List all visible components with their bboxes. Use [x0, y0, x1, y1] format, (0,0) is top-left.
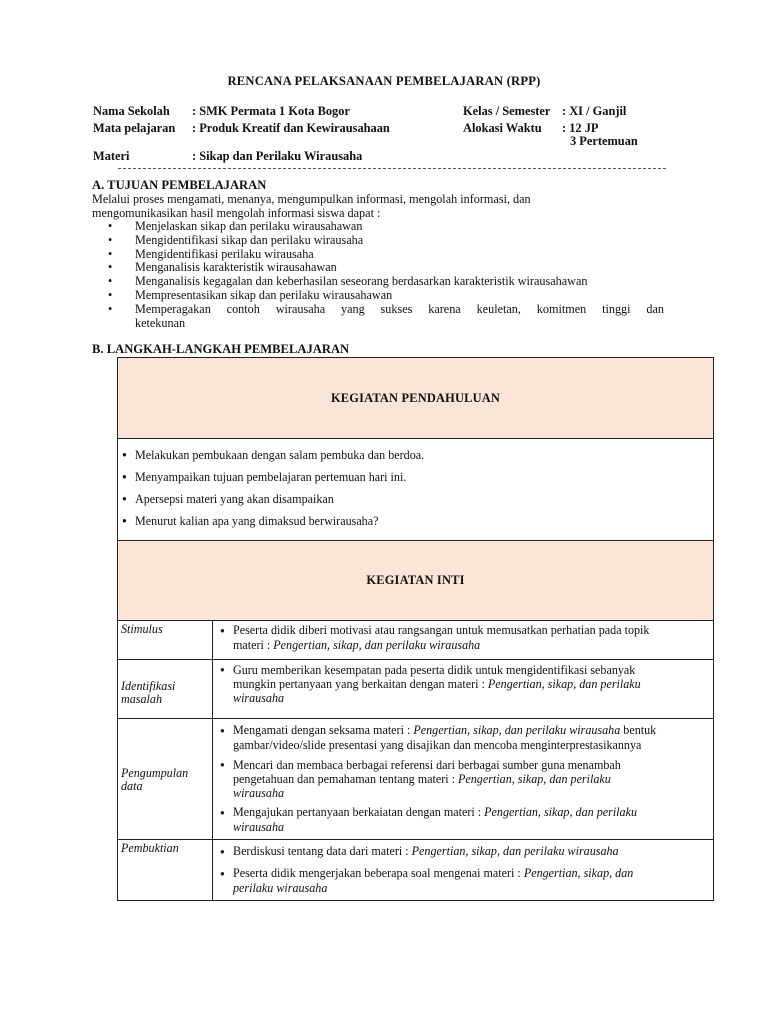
data-collection-text-3: gambar/video/slide presentasi yang disajikan dan mencoba menginterprestasikannya: [233, 738, 642, 752]
data-collection-text-4: Mencari dan membaca berbagai referensi dari berbagai sumber guna menambah: [233, 758, 621, 772]
meetings-value: 3 Pertemuan: [570, 134, 638, 148]
objective-continuation: ketekunan: [135, 316, 186, 330]
material-value: : Sikap dan Perilaku Wirausaha: [192, 149, 363, 163]
verification-list: [216, 844, 707, 896]
stimulus-list: [216, 623, 707, 653]
table-row: [118, 719, 714, 840]
learning-steps-table: [117, 357, 714, 901]
list-item: [216, 663, 707, 705]
subject-label: Mata pelajaran: [93, 121, 176, 135]
stimulus-label: Stimulus: [118, 621, 213, 660]
data-collection-label-2: data: [121, 779, 143, 793]
data-collection-cell: [213, 719, 714, 840]
header-divider: [118, 168, 666, 169]
verification-text-2: Peserta didik mengerjakan beberapa soal mengenai materi :: [233, 866, 524, 880]
objectives-list: [108, 220, 664, 317]
table-row: [118, 358, 714, 439]
section-a-intro-line2: mengomunikasikan hasil mengolah informasi siswa dapat :: [92, 206, 381, 220]
data-collection-label: [118, 719, 213, 840]
list-item: [216, 805, 707, 835]
table-row: [118, 621, 714, 660]
list-item: ● Menurut kalian apa yang dimaksud berwirausaha?: [118, 510, 713, 532]
data-collection-text-6: Mengajukan pertanyaan berkaiatan dengan materi :: [233, 805, 485, 819]
section-b-heading: B. LANGKAH-LANGKAH PEMBELAJARAN: [92, 342, 350, 356]
school-value: : SMK Permata 1 Kota Bogor: [192, 104, 350, 118]
identification-label-1: Identifikasi: [121, 679, 176, 693]
verification-topic-3: perilaku wirausaha: [233, 881, 328, 895]
list-item: • Memperagakan contoh wirausaha yang sukses karena keuletan, komitmen tinggi dan: [108, 303, 664, 317]
list-item: • Mempresentasikan sikap dan perilaku wirausahawan: [108, 289, 664, 303]
list-item: • Mengidentifikasi perilaku wirausaha: [108, 248, 664, 262]
identification-cell: [213, 660, 714, 719]
intro-band: KEGIATAN PENDAHULUAN: [118, 358, 714, 439]
intro-activities-cell: [118, 439, 714, 541]
list-item: [216, 866, 707, 896]
data-collection-text-1: Mengamati dengan seksama materi :: [233, 723, 414, 737]
identification-list: [216, 663, 707, 705]
intro-activities-list: [118, 439, 713, 532]
identification-topic-2: wirausaha: [233, 691, 285, 705]
subject-value: : Produk Kreatif dan Kewirausahaan: [192, 121, 390, 135]
class-value: : XI / Ganjil: [562, 104, 627, 118]
section-a-intro-line1: Melalui proses mengamati, menanya, mengumpulkan informasi, mengolah informasi, dan: [92, 192, 531, 206]
data-collection-topic-4: Pengertian, sikap, dan perilaku: [484, 805, 637, 819]
list-item: [216, 844, 707, 859]
section-a-heading: A. TUJUAN PEMBELAJARAN: [92, 178, 267, 192]
verification-cell: [213, 840, 714, 901]
data-collection-label-1: Pengumpulan: [121, 766, 189, 780]
table-row: [118, 541, 714, 621]
data-collection-topic-2: Pengertian, sikap, dan perilaku: [458, 772, 611, 786]
list-item: • Menganalisis kegagalan dan keberhasilan seseorang berdasarkan karakteristik wirausahawan: [108, 275, 664, 289]
material-label: Materi: [93, 149, 130, 163]
table-row: [118, 840, 714, 901]
verification-topic-1: Pengertian, sikap, dan perilaku wirausaha: [411, 844, 619, 858]
identification-text-2: mungkin pertanyaan yang berkaitan dengan materi :: [233, 677, 488, 691]
class-label: Kelas / Semester: [463, 104, 551, 118]
identification-topic: Pengertian, sikap, dan perilaku: [487, 677, 641, 691]
stimulus-cell: [213, 621, 714, 660]
list-item: [216, 723, 707, 753]
data-collection-text-2: bentuk: [620, 723, 657, 737]
time-value: : 12 JP: [562, 121, 599, 135]
list-item: [216, 758, 707, 800]
verification-topic-2: Pengertian, sikap, dan: [523, 866, 634, 880]
data-collection-topic-3: wirausaha: [233, 786, 285, 800]
time-label: Alokasi Waktu: [463, 121, 542, 135]
stimulus-text-2: materi :: [233, 638, 274, 652]
stimulus-topic: Pengertian, sikap, dan perilaku wirausaha: [273, 638, 481, 652]
data-collection-text-5: pengetahuan dan pemahaman tentang materi :: [233, 772, 458, 786]
data-collection-topic-5: wirausaha: [233, 820, 285, 834]
list-item: ● Menyampaikan tujuan pembelajaran pertemuan hari ini.: [118, 466, 713, 488]
stimulus-text-1: Peserta didik diberi motivasi atau rangsangan untuk memusatkan perhatian pada topik: [233, 623, 650, 637]
section-a-intro: [92, 192, 672, 220]
identification-text-1: Guru memberikan kesempatan pada peserta didik untuk mengidentifikasi sebanyak: [233, 663, 636, 677]
list-item: [216, 623, 707, 653]
school-label: Nama Sekolah: [93, 104, 170, 118]
list-item: • Menganalisis karakteristik wirausahawan: [108, 261, 664, 275]
list-item: • Menjelaskan sikap dan perilaku wirausahawan: [108, 220, 664, 234]
list-item: ● Melakukan pembukaan dengan salam pembuka dan berdoa.: [118, 444, 713, 466]
data-collection-topic-1: Pengertian, sikap, dan perilaku wirausaha: [413, 723, 621, 737]
identification-label: [118, 660, 213, 719]
verification-text-1: Berdiskusi tentang data dari materi :: [233, 844, 412, 858]
table-row: [118, 660, 714, 719]
list-item: ● Apersepsi materi yang akan disampaikan: [118, 488, 713, 510]
verification-label: Pembuktian: [118, 840, 213, 901]
core-band: KEGIATAN INTI: [118, 541, 714, 621]
table-row: [118, 439, 714, 541]
identification-label-2: masalah: [121, 692, 162, 706]
list-item: • Mengidentifikasi sikap dan perilaku wirausaha: [108, 234, 664, 248]
data-collection-list: [216, 723, 707, 835]
document-title: RENCANA PELAKSANAAN PEMBELAJARAN (RPP): [227, 74, 541, 88]
